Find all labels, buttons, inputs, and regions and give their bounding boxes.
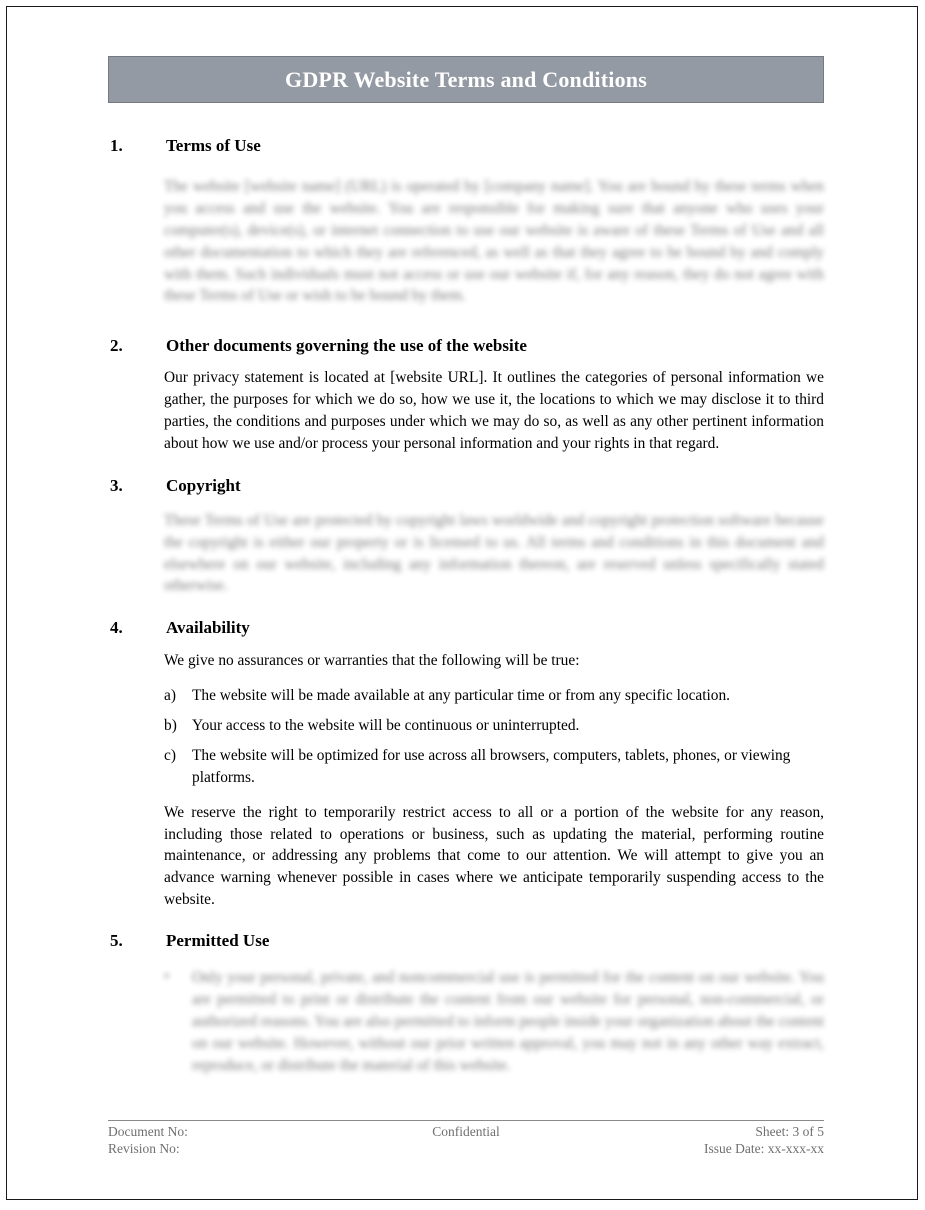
- footer-left-column: [108, 1124, 344, 1158]
- list-marker-c: c): [164, 746, 176, 764]
- section-other-documents: [108, 336, 824, 455]
- footer-confidential: Confidential: [432, 1124, 500, 1139]
- section-3-heading: [110, 476, 824, 496]
- section-4-number: 4.: [110, 618, 123, 638]
- footer-center-column: [344, 1124, 587, 1158]
- section-1-heading: [110, 136, 824, 156]
- list-marker-b: b): [164, 717, 177, 734]
- section-5-title: Permitted Use: [166, 931, 270, 950]
- footer-issue-date: Issue Date: xx-xxx-xx: [704, 1140, 825, 1156]
- section-1-title: Terms of Use: [166, 136, 261, 155]
- footer-divider: [108, 1120, 824, 1121]
- page-footer: [108, 1120, 824, 1158]
- list-item: [164, 715, 824, 737]
- section-5-heading: [110, 931, 824, 951]
- list-marker-a: a): [164, 687, 176, 705]
- section-3-paragraph: These Terms of Use are protected by copyright laws worldwide and copyright protection software because the copyright is either our property or is licensed to us. All terms and conditions in this document and elsewhere on our website, including any information thereon, are reserved unless specifically stated otherwise.: [164, 511, 824, 595]
- section-4-heading: [110, 618, 824, 638]
- section-2-heading: [110, 336, 824, 356]
- section-3-title: Copyright: [166, 475, 241, 495]
- footer-sheet-number: Sheet: 3 of 5: [755, 1124, 825, 1139]
- section-2-number: 2.: [110, 336, 123, 356]
- section-5-number: 5.: [110, 931, 123, 950]
- section-3-number: 3.: [110, 475, 123, 495]
- section-availability: [108, 618, 824, 911]
- section-4-title: Availability: [166, 618, 250, 638]
- section-2-title: Other documents governing the use of the website: [166, 336, 527, 356]
- bullet-dot-icon: •: [164, 969, 170, 985]
- list-text-c: The website will be optimized for use across all browsers, computers, tablets, phones, or viewing platforms.: [192, 746, 791, 786]
- section-copyright: [108, 476, 824, 598]
- section-permitted-use: [108, 931, 824, 1076]
- section-4-closing: We reserve the right to temporarily restrict access to all or a portion of the website for any reason, including those related to operations or business, such as updating the material, performing routine maintenance, or addressing any problems that come to our attention. We will attempt to give you an advance warning whenever possible in cases where we anticipate temporarily suspending access to the website.: [164, 803, 824, 909]
- section-1-paragraph: The website [website name] (URL) is operated by [company name]. You are bound by these terms when you access and use the website. You are responsible for making sure that anyone who uses your computer(s), device(s), or internet connection to use our website is aware of these Terms of Use and all other documentation to which they are referenced, as well as that they agree to be bound by and comply with them. Such individuals must not access or use our website if, for any reason, they do not agree with these Terms of Use or wish to be bound by them.: [164, 178, 824, 305]
- footer-document-no: Document No:: [108, 1124, 188, 1139]
- section-1-number: 1.: [110, 136, 123, 155]
- document-content: [108, 56, 824, 1076]
- section-2-paragraph: Our privacy statement is located at [website URL]. It outlines the categories of personal information we gather, the purposes for which we do so, how we use it, the locations to which we may disclose it to third parties, the conditions and purposes under which we may do so, as well as any other pertinent information about how we use and/or process your personal information and your rights in that regard.: [164, 369, 824, 452]
- bullet-list-item: [164, 967, 824, 1076]
- document-title: GDPR Website Terms and Conditions: [285, 66, 647, 92]
- section-4-intro: We give no assurances or warranties that the following will be true:: [164, 652, 580, 670]
- list-item: [164, 745, 824, 789]
- document-title-banner: [108, 56, 824, 103]
- list-item: [164, 685, 824, 707]
- list-text-b: Your access to the website will be continuous or uninterrupted.: [192, 717, 580, 734]
- section-terms-of-use: [108, 136, 824, 307]
- footer-row: [108, 1124, 824, 1158]
- footer-right-column: [588, 1124, 824, 1158]
- section-5-bullet-text: Only your personal, private, and noncommercial use is permitted for the content on our website. You are permitted to print or distribute the content from our website for personal, non-commercial, or authorized reasons. You are also permitted to inform people inside your organization about the content on our website. However, without our prior written approval, you may not in any other way extract, reproduce, or distribute the material of this website.: [192, 969, 824, 1074]
- footer-revision-no: Revision No:: [108, 1140, 180, 1156]
- list-text-a: The website will be made available at any particular time or from any specific location.: [192, 687, 731, 705]
